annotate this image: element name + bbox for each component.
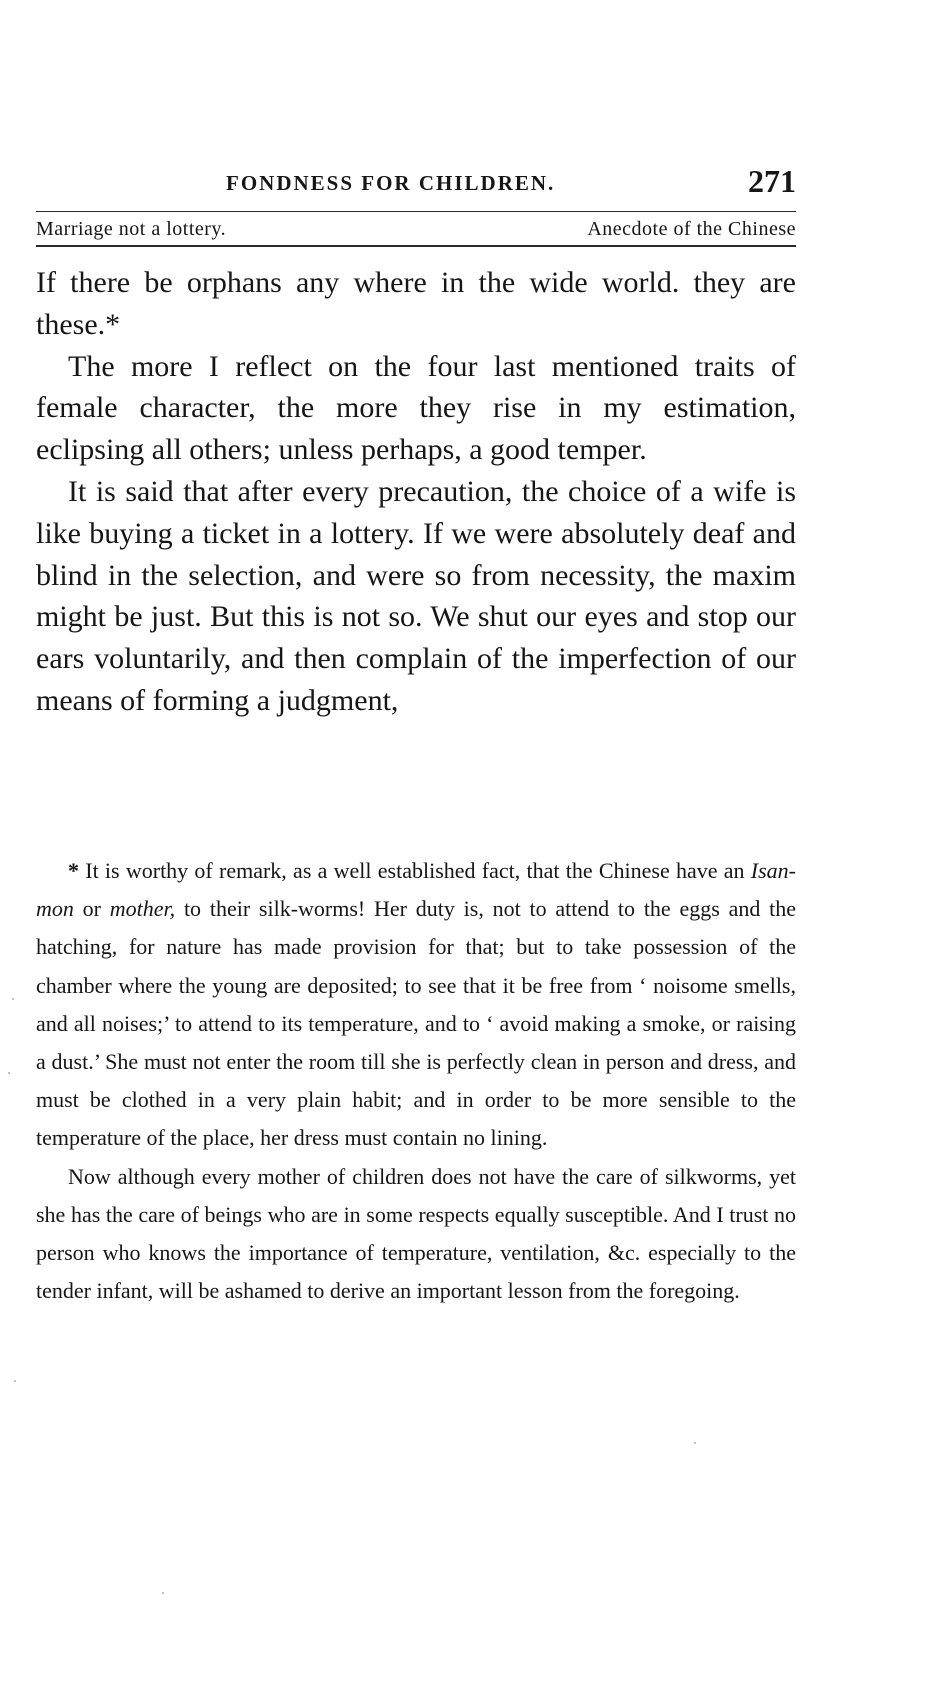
paper-speck <box>162 1592 164 1594</box>
footnote-italic-term-1: Isan-mon <box>36 858 796 922</box>
footnote-text-2: or <box>73 896 110 922</box>
main-text <box>36 262 796 722</box>
footnote-text-1: It is worthy of remark, as a well established fact, that the Chinese have an <box>79 858 751 883</box>
header-rule-top <box>36 211 796 212</box>
footnote-mark: * <box>68 858 79 883</box>
paper-speck <box>12 998 14 1000</box>
paper-speck <box>8 1072 10 1074</box>
header-rule-bottom <box>36 245 796 247</box>
subheading-left: Marriage not a lottery. <box>36 218 227 240</box>
paragraph-3: It is said that after every precaution, the choice of a wife is like buying a ticket in a lottery. If we were absolutely deaf and blind in the selection, and were so from necessity, the maxim might be just. But this is not so. We shut our eyes and stop our ears voluntarily, and then complain of the imperfection of our means of forming a judgment, <box>36 474 796 717</box>
paper-speck <box>14 1380 16 1382</box>
footnote-paragraph-1 <box>36 852 796 1158</box>
footnote-italic-term-2: mother, <box>109 896 176 922</box>
footnote-text-3: to their silk-worms! Her duty is, not to attend to the eggs and the hatching, for nature has made provision for that; but to take possession of the chamber where the young are deposited; to see that it be free from ‘ noisome smells, and all noises;’ to attend to its temperature, and to ‘ avoid making a smoke, or raising a dust.’ She must not enter the room till she is perfectly clean in person and dress, and must be clothed in a very plain habit; and in order to be more sensible to the temperature of the place, her dress must contain no lining. <box>36 896 796 1151</box>
page-number: 271 <box>748 163 796 199</box>
running-header <box>36 163 796 203</box>
footnote-paragraph-2: Now although every mother of children does not have the care of silkworms, yet she has the care of beings who are in some respects equally susceptible. And I trust no person who knows the importance of temperature, ventilation, &c. especially to the tender infant, will be ashamed to derive an important lesson from the foregoing. <box>36 1163 796 1304</box>
paper-speck <box>694 1442 696 1444</box>
paragraph-1: If there be orphans any where in the wide world. they are these.* <box>36 266 796 341</box>
footnote <box>36 852 796 1310</box>
paragraph-2: The more I reflect on the four last mentioned traits of female character, the more they rise in my estimation, eclipsing all others; unless perhaps, a good temper. <box>36 349 796 467</box>
running-title: FONDNESS FOR CHILDREN. <box>226 171 556 195</box>
subheading-right: Anecdote of the Chinese <box>587 218 796 240</box>
